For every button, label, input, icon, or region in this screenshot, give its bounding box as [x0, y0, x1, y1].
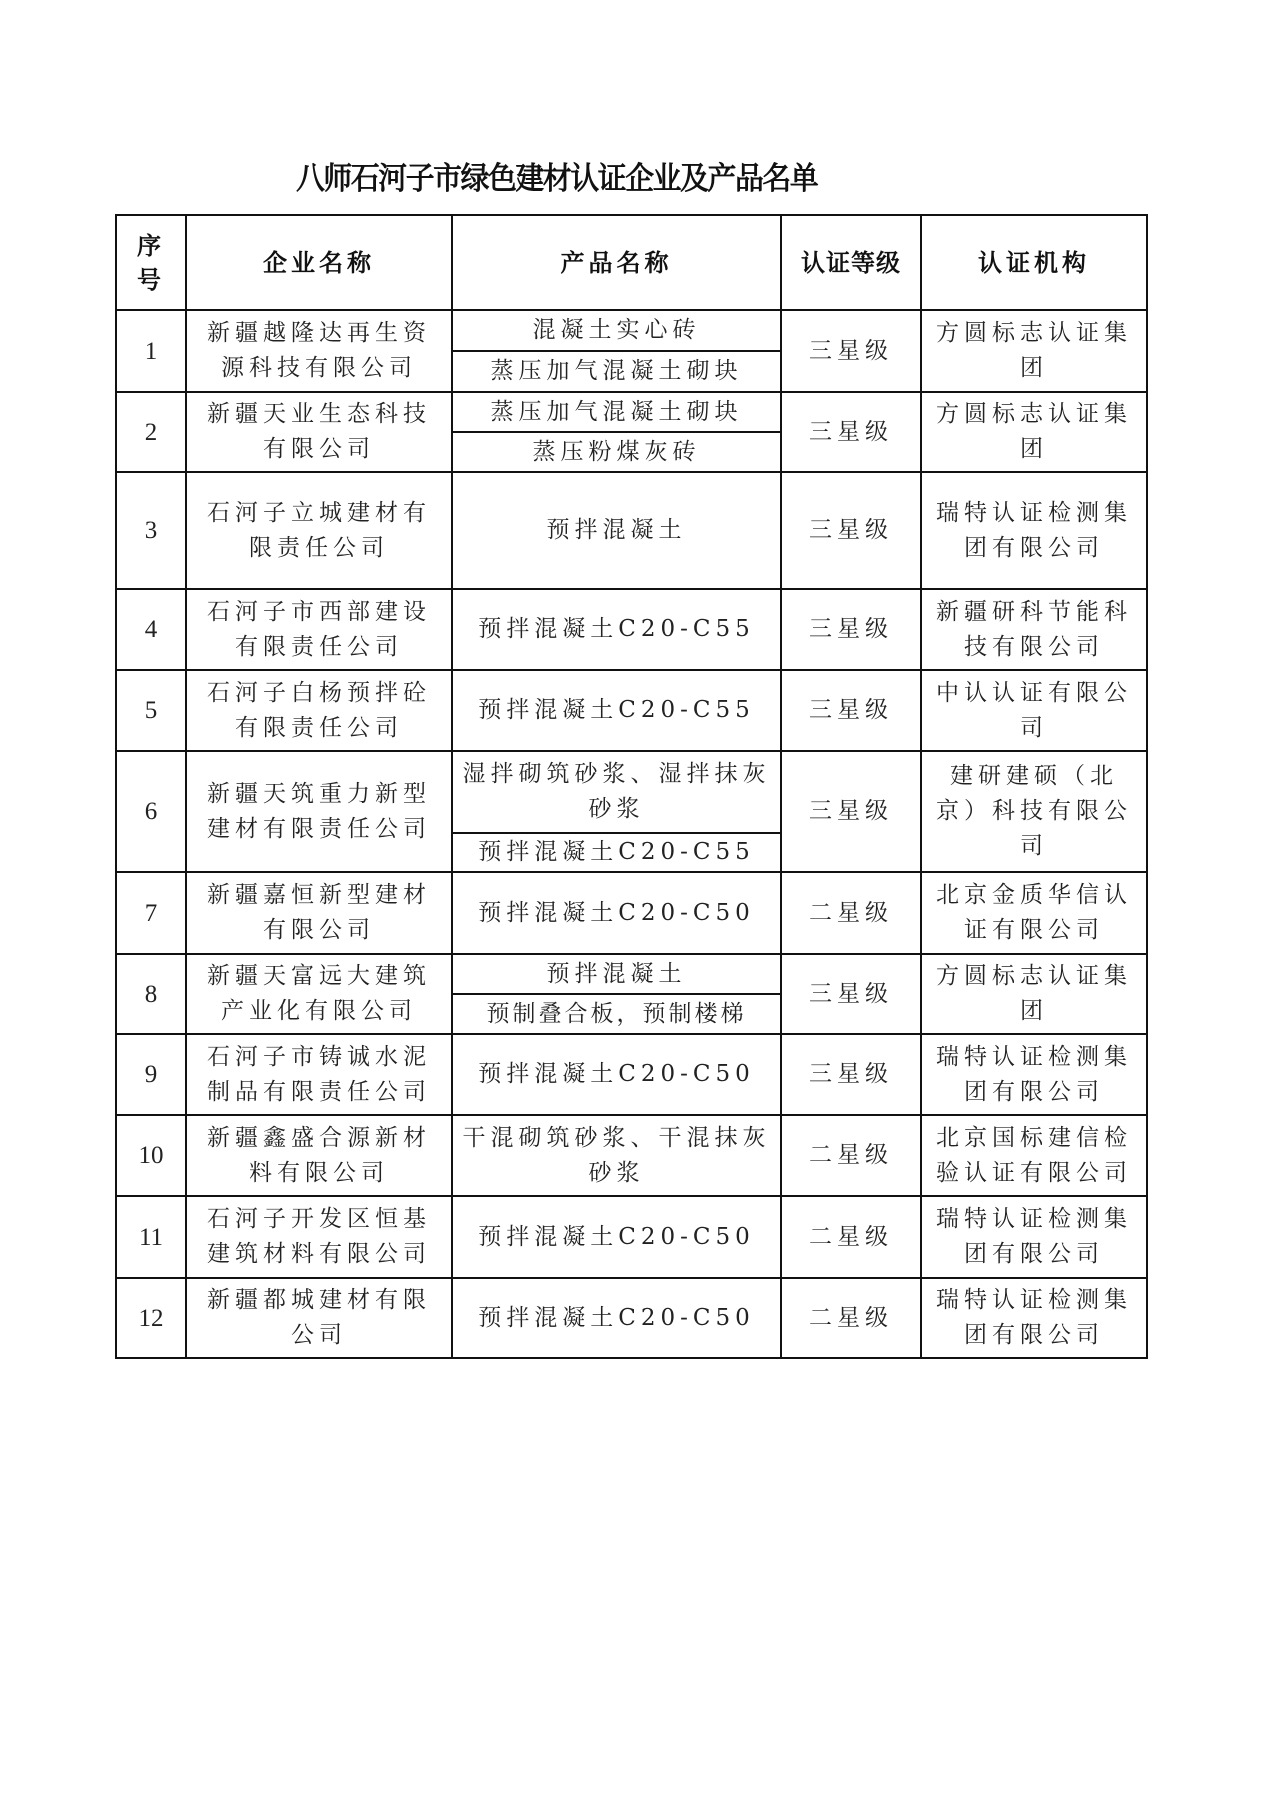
product-list — [451, 873, 780, 953]
cert-agency: 新疆研科节能科技有限公司 — [920, 590, 1146, 669]
table-row — [117, 1033, 1146, 1114]
header-index — [117, 216, 185, 309]
product-name: 蒸压粉煤灰砖 — [453, 431, 780, 471]
table-row — [117, 1277, 1146, 1357]
table-row — [117, 588, 1146, 669]
company-name: 石河子市西部建设有限责任公司 — [185, 590, 451, 669]
cert-level: 三星级 — [780, 955, 920, 1033]
product-name: 预拌混凝土 — [546, 960, 687, 987]
row-index: 1 — [144, 337, 158, 365]
company-name: 新疆天富远大建筑产业化有限公司 — [185, 955, 451, 1033]
product-list — [451, 590, 780, 669]
cert-agency: 瑞特认证检测集团有限公司 — [920, 1279, 1146, 1357]
cert-agency: 方圆标志认证集团 — [920, 955, 1146, 1033]
header-index-line2: 号 — [137, 264, 165, 294]
cert-level: 三星级 — [780, 1035, 920, 1114]
table-row — [117, 953, 1146, 1033]
company-name: 新疆都城建材有限公司 — [185, 1279, 451, 1357]
product-list — [451, 1116, 780, 1195]
table-row — [117, 309, 1146, 391]
cert-level: 三星级 — [780, 393, 920, 471]
certification-table — [115, 214, 1148, 1359]
cert-level: 二星级 — [780, 873, 920, 953]
product-list — [451, 1035, 780, 1114]
cert-agency: 方圆标志认证集团 — [920, 393, 1146, 471]
row-index: 12 — [138, 1304, 164, 1332]
table-row — [117, 669, 1146, 750]
cert-level: 三星级 — [780, 311, 920, 391]
product-list — [451, 752, 780, 871]
header-agency: 认证机构 — [920, 216, 1146, 309]
product-name: 湿拌砌筑砂浆、湿拌抹灰砂浆 — [462, 761, 771, 822]
product-list — [451, 955, 780, 1033]
product-list — [451, 393, 780, 471]
cert-agency: 建研建硕（北京）科技有限公司 — [920, 752, 1146, 871]
row-index: 3 — [144, 517, 158, 544]
product-list — [451, 671, 780, 750]
table-row — [117, 871, 1146, 953]
row-index: 7 — [144, 899, 158, 927]
product-list — [451, 473, 780, 588]
product-list — [451, 311, 780, 391]
cert-agency: 瑞特认证检测集团有限公司 — [920, 1035, 1146, 1114]
product-name: 预拌混凝土C20-C55 — [478, 697, 755, 723]
product-name: 预拌混凝土C20-C50 — [478, 1061, 755, 1087]
row-index: 8 — [144, 980, 158, 1008]
table-row — [117, 1114, 1146, 1195]
product-name: 预拌混凝土 — [546, 517, 687, 543]
cert-level: 三星级 — [780, 590, 920, 669]
cert-agency: 瑞特认证检测集团有限公司 — [920, 1197, 1146, 1277]
header-level: 认证等级 — [780, 216, 920, 309]
table-header-row — [117, 216, 1146, 309]
row-index: 6 — [144, 798, 158, 825]
company-name: 石河子开发区恒基建筑材料有限公司 — [185, 1197, 451, 1277]
cert-agency: 方圆标志认证集团 — [920, 311, 1146, 391]
company-name: 新疆嘉恒新型建材有限公司 — [185, 873, 451, 953]
cert-agency: 北京国标建信检验认证有限公司 — [920, 1116, 1146, 1195]
product-name: 混凝土实心砖 — [532, 317, 701, 343]
product-name: 预拌混凝土C20-C50 — [478, 1223, 755, 1250]
cert-agency: 北京金质华信认证有限公司 — [920, 873, 1146, 953]
company-name: 新疆鑫盛合源新材料有限公司 — [185, 1116, 451, 1195]
table-row — [117, 750, 1146, 871]
row-index: 11 — [138, 1223, 164, 1251]
product-list — [451, 1279, 780, 1357]
header-product-label: 产品名称 — [560, 248, 673, 277]
product-name: 蒸压加气混凝土砌块 — [453, 350, 780, 391]
cert-level: 三星级 — [780, 671, 920, 750]
cert-agency: 瑞特认证检测集团有限公司 — [920, 473, 1146, 588]
header-product — [451, 216, 780, 309]
company-name: 石河子立城建材有限责任公司 — [185, 473, 451, 588]
page-title: 八师石河子市绿色建材认证企业及产品名单 — [296, 161, 818, 197]
row-index: 10 — [138, 1142, 164, 1169]
company-name: 石河子市铸诚水泥制品有限责任公司 — [185, 1035, 451, 1114]
company-name: 新疆越隆达再生资源科技有限公司 — [185, 311, 451, 391]
product-name: 干混砌筑砂浆、干混抹灰砂浆 — [462, 1124, 771, 1186]
company-name: 石河子白杨预拌砼有限责任公司 — [185, 671, 451, 750]
cert-level: 二星级 — [780, 1116, 920, 1195]
table-row — [117, 471, 1146, 588]
row-index: 2 — [144, 418, 158, 446]
product-name: 预拌混凝土C20-C50 — [478, 899, 755, 926]
header-company: 企业名称 — [185, 216, 451, 309]
cert-level: 二星级 — [780, 1279, 920, 1357]
product-list — [451, 1197, 780, 1277]
row-index: 5 — [144, 697, 158, 724]
row-index: 9 — [144, 1061, 158, 1088]
cert-agency: 中认认证有限公司 — [920, 671, 1146, 750]
company-name: 新疆天筑重力新型建材有限责任公司 — [185, 752, 451, 871]
table-row — [117, 391, 1146, 471]
company-name: 新疆天业生态科技有限公司 — [185, 393, 451, 471]
cert-level: 三星级 — [780, 473, 920, 588]
cert-level: 三星级 — [780, 752, 920, 871]
cert-level: 二星级 — [780, 1197, 920, 1277]
product-name: 蒸压加气混凝土砌块 — [490, 398, 743, 425]
product-name: 预制叠合板，预制楼梯 — [453, 993, 780, 1033]
table-row — [117, 1195, 1146, 1277]
header-index-line1: 序 — [137, 230, 165, 260]
product-name: 预拌混凝土C20-C55 — [453, 832, 780, 871]
product-name: 预拌混凝土C20-C55 — [478, 616, 755, 642]
product-name: 预拌混凝土C20-C50 — [478, 1304, 755, 1331]
row-index: 4 — [144, 616, 158, 643]
